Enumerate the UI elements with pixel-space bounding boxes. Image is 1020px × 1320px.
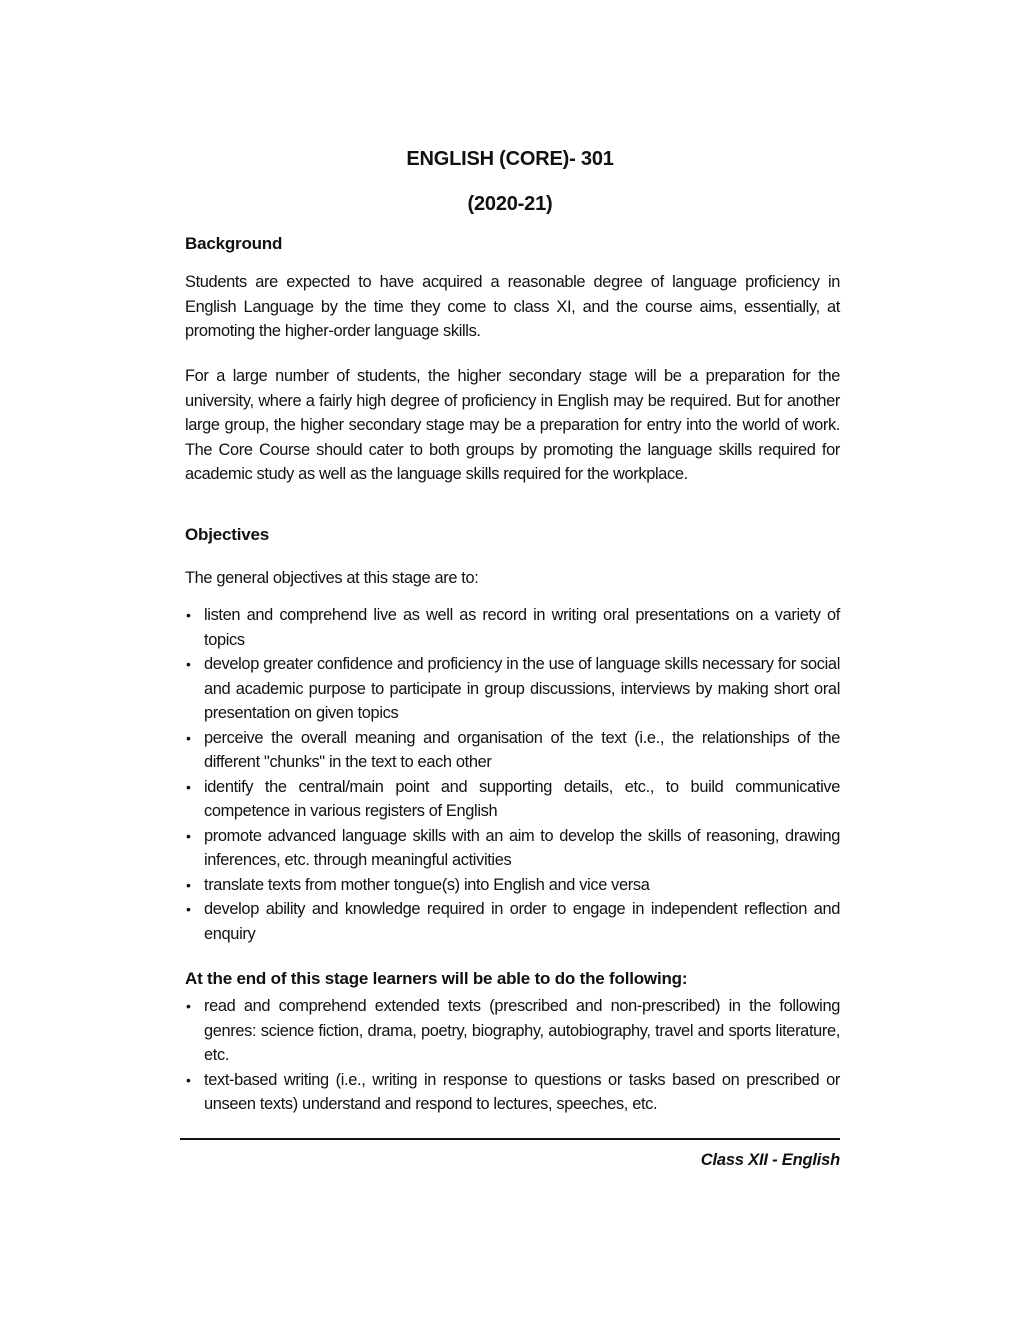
list-item: • read and comprehend extended texts (prescribed and non-prescribed) in the following genres: science fiction, drama, poetry, biography, autobiography, travel and sports literature, etc. [185, 994, 840, 1068]
bullet-icon: • [186, 901, 191, 917]
bullet-icon: • [186, 607, 191, 623]
list-item: • translate texts from mother tongue(s) into English and vice versa [185, 873, 840, 898]
list-item: • listen and comprehend live as well as record in writing oral presentations on a variety of topics [185, 603, 840, 652]
bullet-icon: • [186, 1071, 191, 1088]
document-title: ENGLISH (CORE)- 301 [406, 148, 614, 170]
outcomes-list [185, 994, 840, 1117]
bullet-icon: • [186, 778, 191, 795]
list-item: • develop ability and knowledge required in order to engage in independent reflection and enquiry [185, 897, 840, 946]
outcomes-heading: At the end of this stage learners will be able to do the following: [185, 969, 688, 988]
list-item: • text-based writing (i.e., writing in response to questions or tasks based on prescribed or unseen texts) understand and respond to lectures, speeches, etc. [185, 1068, 840, 1117]
list-item: • perceive the overall meaning and organisation of the text (i.e., the relationships of the different "chunks" in the text to each other [185, 726, 840, 775]
footer-divider [180, 1138, 840, 1140]
bullet-icon: • [186, 656, 191, 672]
bullet-icon: • [186, 729, 191, 746]
bullet-icon: • [186, 998, 191, 1014]
background-heading: Background [185, 234, 283, 253]
objectives-heading: Objectives [185, 525, 269, 544]
objectives-intro: The general objectives at this stage are to: [185, 569, 479, 587]
list-item: • promote advanced language skills with an aim to develop the skills of reasoning, drawing inferences, etc. through meaningful activities [185, 824, 840, 873]
list-item: • develop greater confidence and proficiency in the use of language skills necessary for social and academic purpose to participate in group discussions, interviews by making short oral presentation on given topics [185, 652, 840, 726]
bullet-icon: • [186, 827, 191, 844]
list-item: • identify the central/main point and supporting details, etc., to build communicative competence in various registers of English [185, 775, 840, 824]
page-footer: Class XII - English [700, 1151, 840, 1169]
background-paragraph-2: For a large number of students, the higher secondary stage will be a preparation for the university, where a fairly high degree of proficiency in English may be required. But for another large group, the higher secondary stage may be a preparation for entry into the world of work. The Core Course should cater to both groups by promoting the language skills required for academic study as well as the language skills required for the workplace. [185, 367, 840, 483]
objectives-list [185, 603, 840, 946]
bullet-icon: • [186, 876, 191, 893]
document-year: (2020-21) [467, 193, 553, 215]
background-paragraph-1: Students are expected to have acquired a reasonable degree of language proficiency in English Language by the time they come to class XI, and the course aims, essentially, at promoting the higher-order language skills. [185, 273, 840, 340]
